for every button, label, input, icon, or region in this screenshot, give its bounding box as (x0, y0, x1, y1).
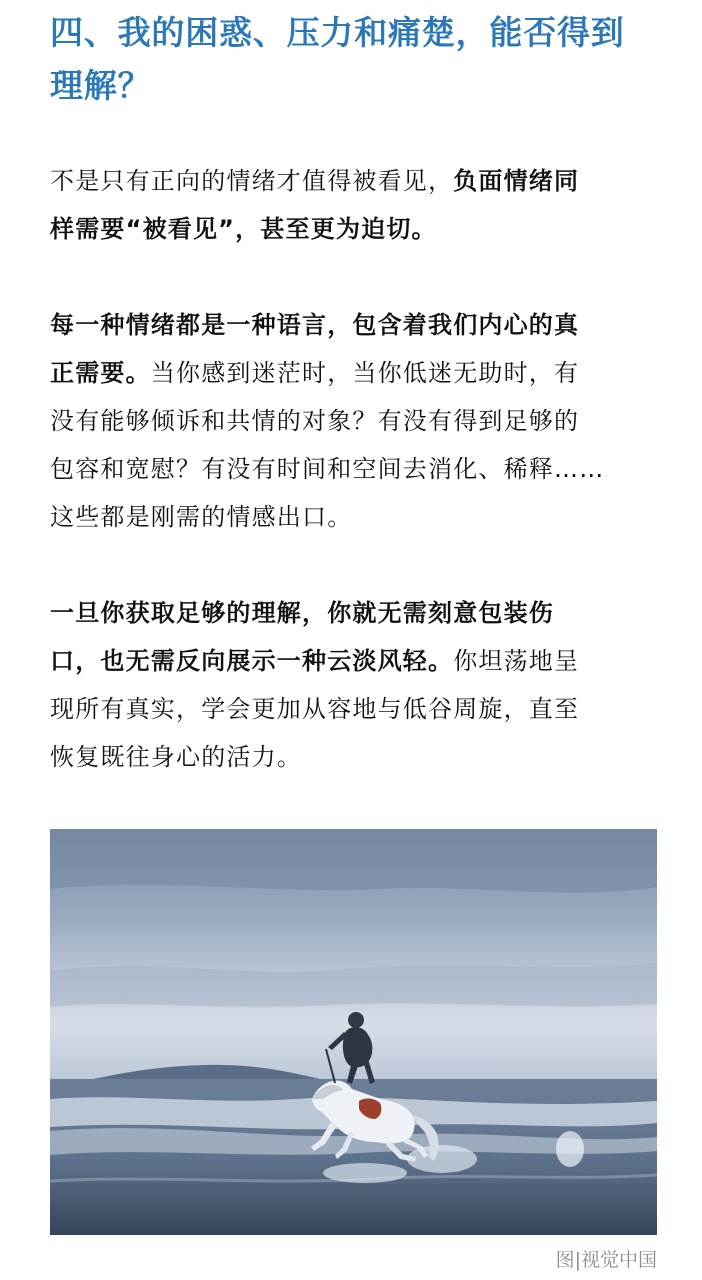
paragraph-1-line-1 (50, 157, 660, 205)
paragraph-3-line-4: 恢复既往身心的活力。 (50, 743, 302, 771)
beach-horse-photo (50, 829, 657, 1235)
paragraph-1 (50, 157, 660, 253)
wave-splash (556, 1131, 584, 1167)
paragraph-3-line-3: 现所有真实，学会更加从容地与低谷周旋，直至 (50, 695, 580, 723)
hoof-splash-rear (407, 1145, 477, 1173)
paragraph-3-line-1: 一旦你获取足够的理解，你就无需刻意包装伤 (50, 599, 554, 627)
paragraph-3-line-2 (50, 637, 660, 685)
section-title-line-1: 四、我的困惑、压力和痛楚，能否得到 (50, 13, 625, 52)
paragraph-2-line-4: 包容和宽慰？有没有时间和空间去消化、稀释…… (50, 455, 605, 483)
rider-head (348, 1012, 364, 1028)
paragraph-3 (50, 589, 660, 781)
paragraph-3-line-2-plain: 你坦荡地呈 (453, 647, 580, 675)
paragraph-1-line-1-bold: 负面情绪同 (453, 167, 580, 195)
paragraph-2-line-2 (50, 349, 660, 397)
paragraph-2-line-2-bold: 正需要。 (50, 359, 151, 387)
section-title-line-2: 理解？ (50, 66, 152, 105)
upper-clouds (50, 829, 657, 893)
hoof-splash-front (323, 1163, 407, 1183)
horizon-clouds (50, 963, 657, 1007)
paragraph-2-line-2-plain: 当你感到迷茫时，当你低迷无助时，有 (150, 359, 580, 387)
paragraph-1-line-2: 样需要“被看见”，甚至更为迫切。 (50, 215, 437, 243)
paragraph-3-line-2-bold: 口，也无需反向展示一种云淡风轻。 (50, 647, 454, 675)
section-title (50, 6, 660, 112)
paragraph-2-line-3: 没有能够倾诉和共情的对象？有没有得到足够的 (50, 407, 580, 435)
paragraph-2 (50, 301, 660, 541)
beach-horse-illustration (50, 829, 657, 1235)
photo-credit: 图|视觉中国 (555, 1249, 657, 1271)
paragraph-2-line-5: 这些都是刚需的情感出口。 (50, 503, 353, 531)
paragraph-2-line-1: 每一种情绪都是一种语言，包含着我们内心的真 (50, 311, 580, 339)
paragraph-1-line-1-plain: 不是只有正向的情绪才值得被看见， (50, 167, 454, 195)
